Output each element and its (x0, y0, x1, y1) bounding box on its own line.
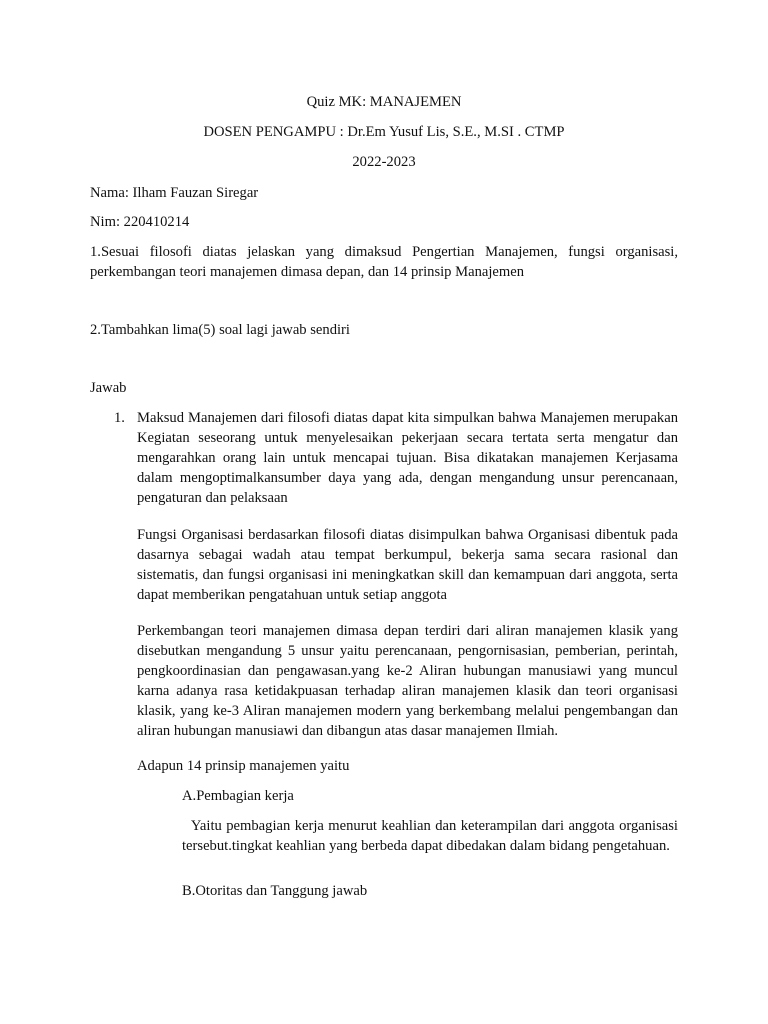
answer-item-number: 1. (114, 410, 125, 426)
principle-a-description: Yaitu pembagian kerja menurut keahlian dan keterampilan dari anggota organisasi tersebut.tingkat keahlian yang berbeda dapat dibedakan dalam bidang pengetahuan. (182, 818, 682, 854)
student-nim: Nim: 220410214 (90, 214, 190, 230)
question-2: 2.Tambahkan lima(5) soal lagi jawab sendiri (90, 322, 350, 338)
answer-heading: Jawab (90, 380, 127, 396)
student-name: Nama: Ilham Fauzan Siregar (90, 185, 259, 201)
academic-year: 2022-2023 (352, 154, 416, 170)
answer-paragraph-organization: Fungsi Organisasi berdasarkan filosofi diatas disimpulkan bahwa Organisasi dibentuk pada dasarnya sebagai wadah atau tempat berkumpul, bekerja sama secara rasional dan sistematis, dan fungsi organisasi ini meningkatkan skill dan kemampuan dari anggota, serta dapat memberikan pengatahuan untuk setiap anggota (137, 527, 678, 603)
question-1: 1.Sesuai filosofi diatas jelaskan yang dimaksud Pengertian Manajemen, fungsi organisasi, perkembangan teori manajemen dimasa depan, dan 14 prinsip Manajemen (90, 244, 678, 280)
principle-b-title: B.Otoritas dan Tanggung jawab (182, 883, 368, 899)
principle-a-title: A.Pembagian kerja (182, 788, 294, 804)
answer-paragraph-definition: Maksud Manajemen dari filosofi diatas dapat kita simpulkan bahwa Manajemen merupakan Kegiatan seseorang untuk menyelesaikan pekerjaan secara tertata serta mengatur dan mengarahkan orang lain untuk mencapai tujuan. Bisa dikatakan manajemen Kerjasama dalam mengoptimalkansumber daya yang ada, dengan mengandung unsur perencanaan, pengaturan dan pelaksaan (137, 410, 678, 506)
answer-paragraph-theory: Perkembangan teori manajemen dimasa depan terdiri dari aliran manajemen klasik yang disebutkan mengandung 5 unsur yaitu perencanaan, pengornisasian, pemberian, perintah, pengkoordinasian dan pengawasan.yang ke-2 Aliran hubungan manusiawi yang muncul karna adanya rasa ketidakpuasan terhadap aliran manajemen klasik dan teori organisasi klasik, yang ke-3 Aliran manajemen modern yang berkembang melalui pengembangan dan aliran hubungan manusiawi dan dibangun atas dasar manajemen Ilmiah. (137, 623, 678, 739)
lecturer-line: DOSEN PENGAMPU : Dr.Em Yusuf Lis, S.E., M.SI . CTMP (203, 124, 565, 140)
quiz-title: Quiz MK: MANAJEMEN (306, 94, 462, 110)
principles-intro: Adapun 14 prinsip manajemen yaitu (137, 758, 350, 774)
